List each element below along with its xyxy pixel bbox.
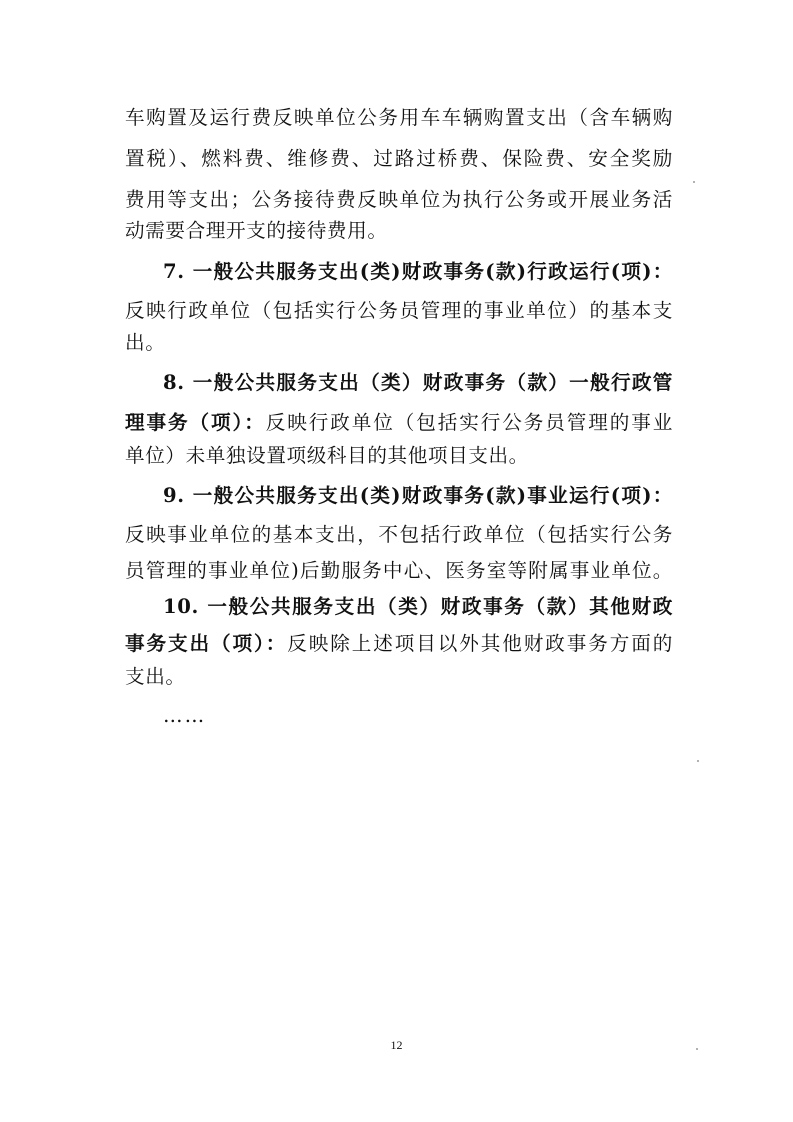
paragraph-line: 车购置及运行费反映单位公务用车车辆购置支出（含车辆购 — [125, 106, 673, 129]
item-10-heading: 10. 一般公共服务支出（类）财政事务（款）其他财政 — [163, 595, 673, 618]
item-7-heading: 7. 一般公共服务支出(类)财政事务(款)行政运行(项)： — [163, 260, 673, 283]
item-8-heading-cont: 理事务（项）： — [125, 411, 266, 434]
item-8-description: 反映行政单位（包括实行公务员管理的事业 — [265, 411, 673, 434]
paragraph-line: 员管理的事业单位)后勤服务中心、医务室等附属事业单位。 — [125, 559, 673, 582]
page-number: 12 — [390, 1038, 403, 1052]
paragraph-line: 置税）、燃料费、维修费、过路过桥费、保险费、安全奖励 — [125, 147, 673, 170]
item-10-heading-cont: 事务支出（项）： — [125, 632, 288, 655]
ellipsis: …… — [163, 704, 207, 727]
item-10-description: 反映除上述项目以外其他财政事务方面的 — [287, 632, 673, 655]
scan-speck — [693, 181, 695, 183]
scan-speck — [697, 760, 699, 762]
item-8-heading: 8. 一般公共服务支出（类）财政事务（款）一般行政管 — [163, 371, 673, 394]
item-9-heading: 9. 一般公共服务支出(类)财政事务(款)事业运行(项)： — [163, 484, 673, 507]
paragraph-line: 单位）未单独设置项级科目的其他项目支出。 — [125, 444, 529, 467]
paragraph-line: 费用等支出；公务接待费反映单位为执行公务或开展业务活 — [125, 188, 673, 211]
paragraph-line: 动需要合理开支的接待费用。 — [125, 219, 388, 242]
paragraph-line: 反映行政单位（包括实行公务员管理的事业单位）的基本支 — [125, 299, 673, 322]
item-10-line-2 — [125, 630, 673, 658]
item-8-line-2 — [125, 409, 673, 437]
scan-speck — [696, 1048, 698, 1050]
paragraph-line: 出。 — [125, 331, 166, 354]
paragraph-line: 支出。 — [125, 665, 186, 688]
paragraph-line: 反映事业单位的基本支出，不包括行政单位（包括实行公务 — [125, 523, 673, 546]
